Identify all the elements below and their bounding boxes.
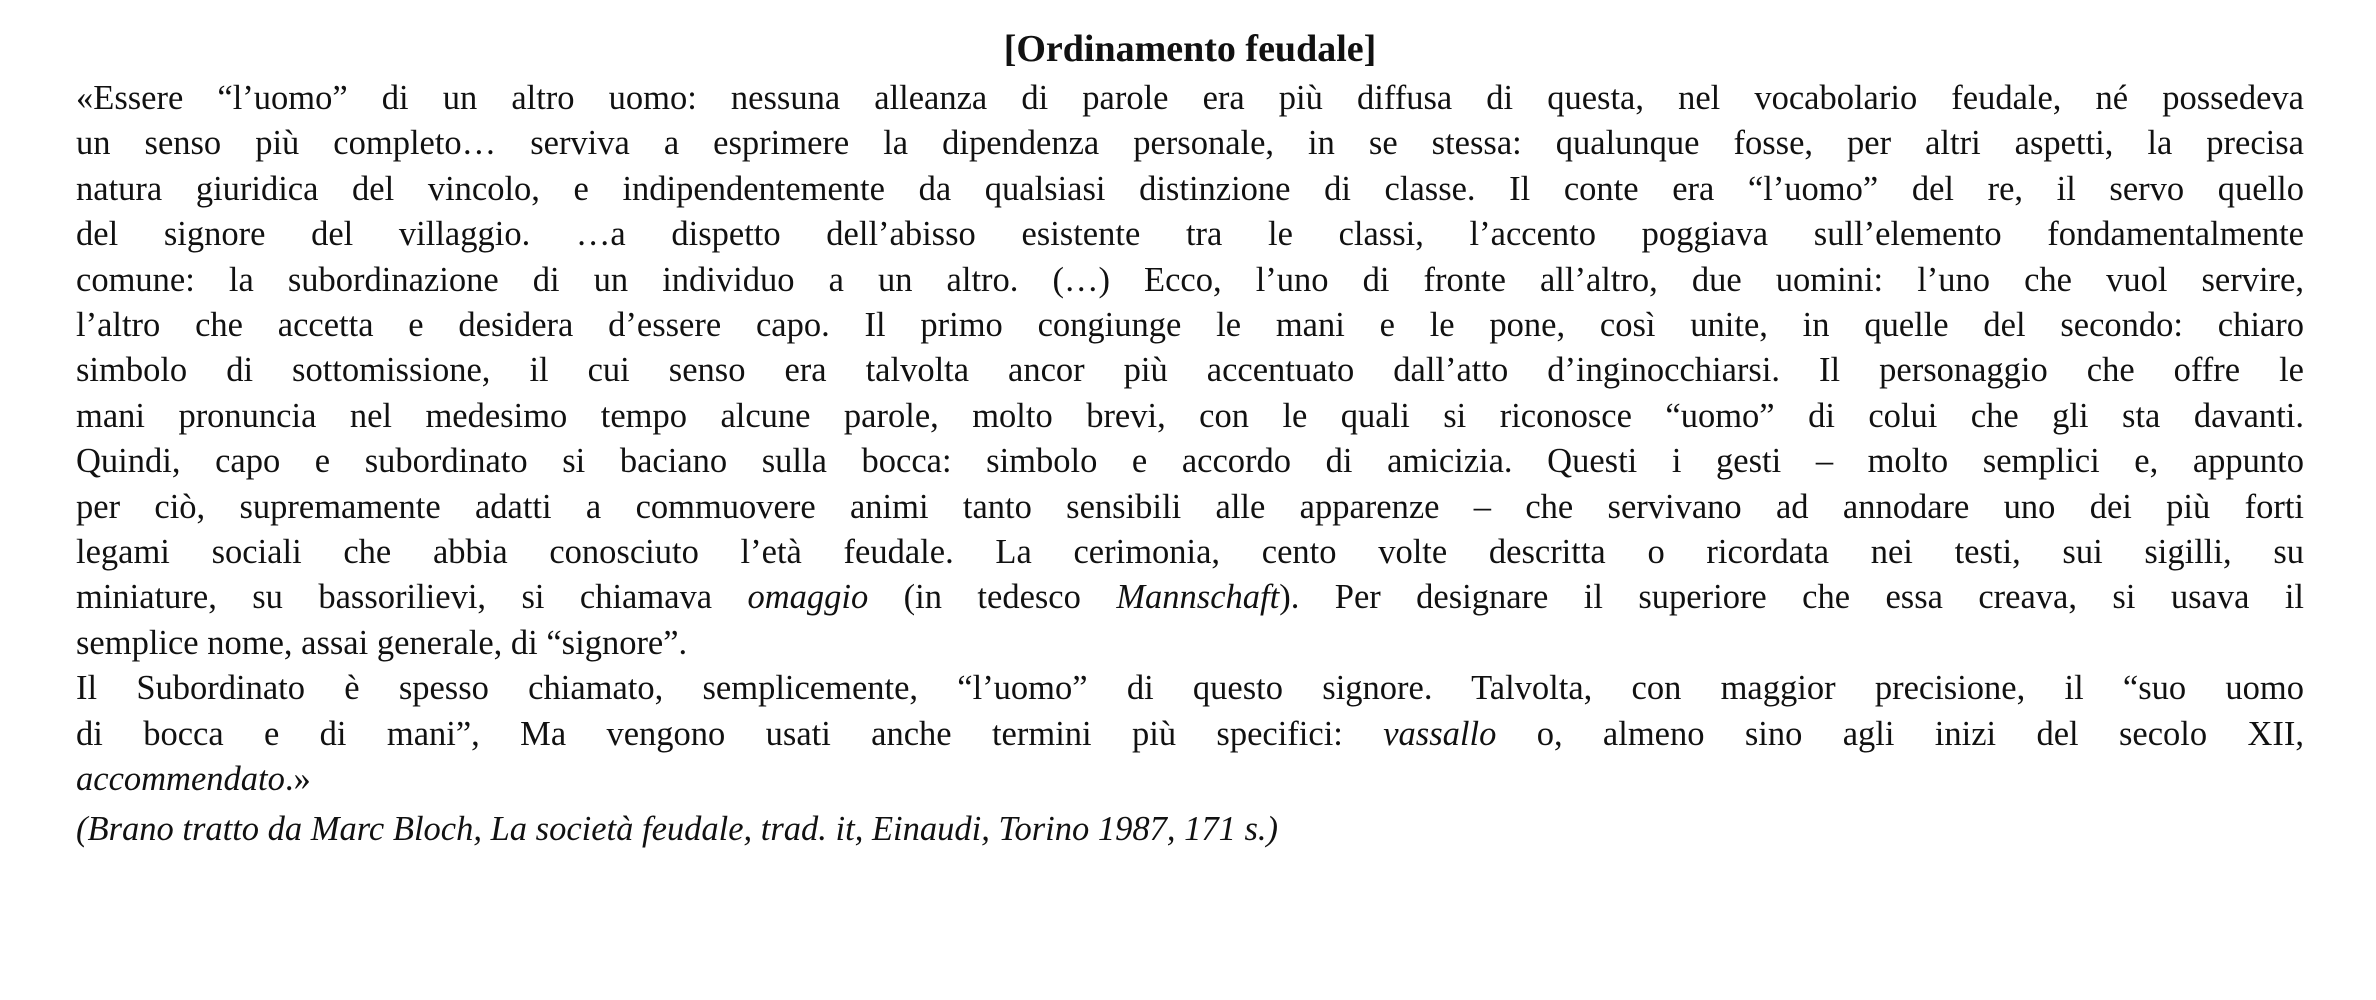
text-line: mani pronuncia nel medesimo tempo alcune parole, molto brevi, con le quali si riconosce “uomo” di colui che gli sta davanti. [76,396,2304,435]
italic-term-mannschaft: Mannschaft [1116,578,1280,617]
text-segment: (in tedesco [868,578,1117,617]
document-page [76,24,2304,853]
text-line: del signore del villaggio. …a dispetto dell’abisso esistente tra le classi, l’accento poggiava sull’elemento fondamentalmente [76,215,2304,254]
text-line: un senso più completo… serviva a esprimere la dipendenza personale, in se stessa: qualunque fosse, per altri aspetti, la precisa [76,124,2304,163]
italic-term-vassallo: vassallo [1383,714,1497,753]
italic-term-omaggio: omaggio [747,578,869,617]
text-line: l’altro che accetta e desidera d’essere capo. Il primo congiunge le mani e le pone, così unite, in quelle del secondo: chiaro [76,306,2304,345]
text-line: natura giuridica del vincolo, e indipendentemente da qualsiasi distinzione di classe. Il conte era “l’uomo” del re, il servo quello [76,169,2304,208]
text-line: Il Subordinato è spesso chiamato, semplicemente, “l’uomo” di questo signore. Talvolta, con maggior precisione, il “suo uomo [76,669,2304,708]
text-line: comune: la subordinazione di un individuo a un altro. (…) Ecco, l’uno di fronte all’altro, due uomini: l’uno che vuol servire, [76,260,2304,299]
text-line: «Essere “l’uomo” di un altro uomo: nessuna alleanza di parole era più diffusa di questa, nel vocabolario feudale, né possedeva [76,79,2304,117]
text-line [76,712,2304,757]
text-segment: di bocca e di mani”, Ma vengono usati anche termini più specifici: [76,714,1384,753]
text-line [76,757,2304,802]
quote-paragraph-2 [76,666,2304,802]
text-line: semplice nome, assai generale, di “signore”. [76,623,688,662]
text-line: Quindi, capo e subordinato si baciano sulla bocca: simbolo e accordo di amicizia. Questi i gesti – molto semplici e, appunto [76,442,2304,481]
text-segment: .» [284,760,311,799]
italic-term-accommendato: accommendato [76,760,285,799]
text-segment: ). Per designare il superiore che essa creava, si usava il [1279,578,2304,617]
text-line: simbolo di sottomissione, il cui senso era talvolta ancor più accentuato dall’atto d’inginocchiarsi. Il personaggio che offre le [76,351,2304,390]
text-line: per ciò, supremamente adatti a commuovere animi tanto sensibili alle apparenze – che servivano ad annodare uno dei più forti [76,487,2304,526]
document-title: [Ordinamento feudale] [1003,28,1377,70]
text-line: legami sociali che abbia conosciuto l’età feudale. La cerimonia, cento volte descritta o ricordata nei testi, sui sigilli, su [76,533,2304,572]
quote-paragraph-1 [76,76,2304,666]
text-line [76,575,2304,620]
source-citation: (Brano tratto da Marc Bloch, La società feudale, trad. it, Einaudi, Torino 1987, 171 s.) [76,809,1279,848]
text-segment: o, almeno sino agli inizi del secolo XII, [1496,714,2304,753]
text-segment: miniature, su bassorilievi, si chiamava [76,578,748,617]
